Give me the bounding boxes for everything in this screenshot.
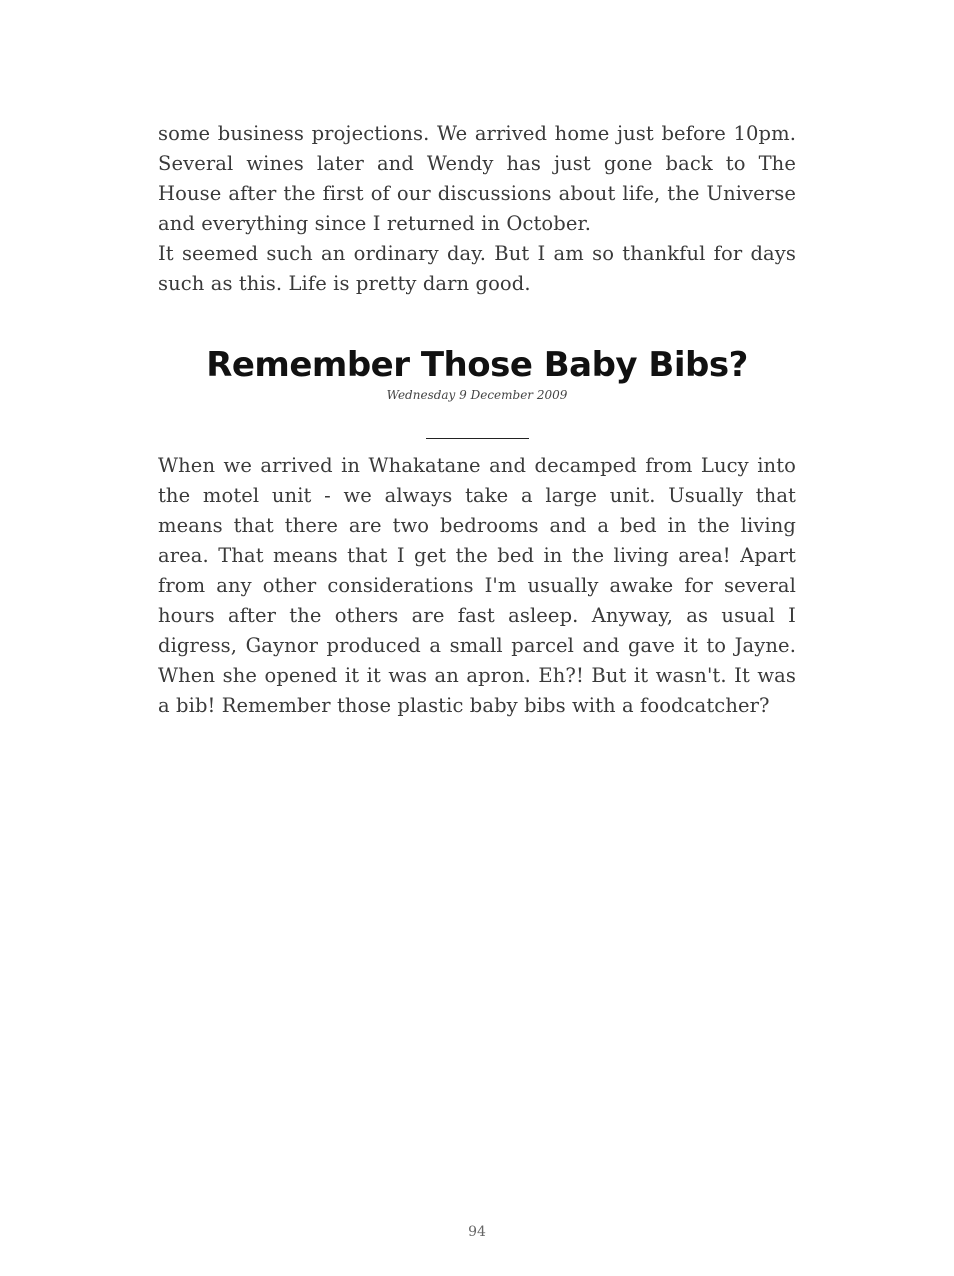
- page-number: 94: [468, 1224, 486, 1240]
- previous-entry-paragraph: some business projections. We arrived home just before 10pm. Several wines later and Wendy has just gone back to The House after the first of our discussions about life, the Universe and everything since I returned in October.: [158, 122, 796, 235]
- previous-entry-text: [158, 119, 796, 299]
- entry-body-text: [158, 451, 796, 721]
- previous-entry-paragraph: It seemed such an ordinary day. But I am so thankful for days such as this. Life is pretty darn good.: [158, 242, 796, 295]
- entry-title: Remember Those Baby Bibs?: [206, 345, 748, 385]
- title-divider: [426, 438, 529, 439]
- entry-paragraph: When we arrived in Whakatane and decamped from Lucy into the motel unit - we always take a large unit. Usually that means that there are two bedrooms and a bed in the living area. That means that I get the bed in the living area! Apart from any other considerations I'm usually awake for several hours after the others are fast asleep. Anyway, as usual I digress, Gaynor produced a small parcel and gave it to Jayne. When she opened it it was an apron. Eh?! But it wasn't. It was a bib! Remember those plastic baby bibs with a foodcatcher?: [158, 454, 796, 717]
- entry-date: Wednesday 9 December 2009: [386, 388, 568, 402]
